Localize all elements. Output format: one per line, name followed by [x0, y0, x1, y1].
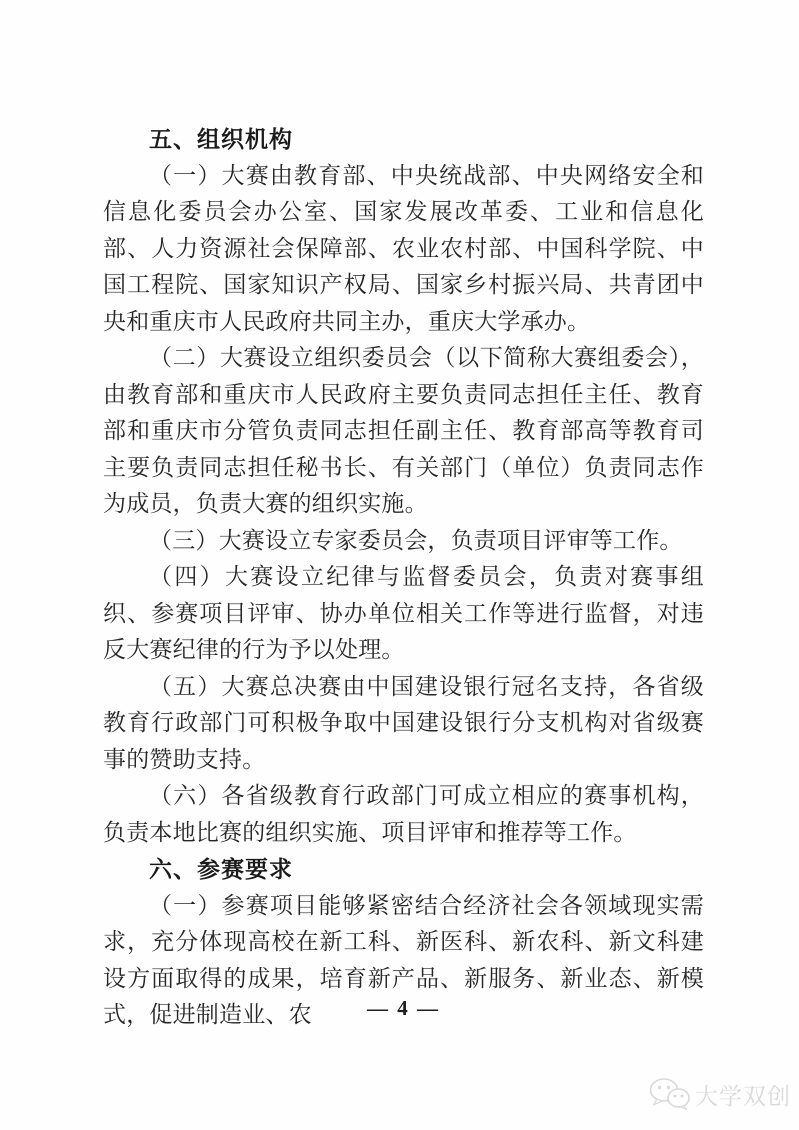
document-body — [103, 121, 704, 1034]
page-number: — 4 — — [367, 996, 440, 1020]
paragraph: （一）大赛由教育部、中央统战部、中央网络安全和信息化委员会办公室、国家发展改革委、工业和信息化部、人力资源社会保障部、农业农村部、中国科学院、中国工程院、国家知识产权局、国家乡村振兴局、共青团中央和重庆市人民政府共同主办，重庆大学承办。 — [103, 162, 704, 334]
paragraph: （一）参赛项目能够紧密结合经济社会各领域现实需求，充分体现高校在新工科、新医科、新农科、新文科建设方面取得的成果，培育新产品、新服务、新业态、新模式，促进制造业、农 — [103, 892, 704, 1027]
paragraph: （五）大赛总决赛由中国建设银行冠名支持，各省级教育行政部门可积极争取中国建设银行分支机构对省级赛事的赞助支持。 — [103, 673, 704, 772]
paragraph: （六）各省级教育行政部门可成立相应的赛事机构，负责本地比赛的组织实施、项目评审和推荐等工作。 — [103, 783, 704, 845]
section-heading-organization: 五、组织机构 — [149, 126, 293, 152]
section-heading-requirements: 六、参赛要求 — [149, 856, 293, 882]
paragraph: （三）大赛设立专家委员会，负责项目评审等工作。 — [149, 527, 683, 553]
watermark-text: 大学双创 — [695, 1082, 791, 1109]
paragraph: （二）大赛设立组织委员会（以下简称大赛组委会），由教育部和重庆市人民政府主要负责同志担任主任、教育部和重庆市分管负责同志担任副主任、教育部高等教育司主要负责同志担任秘书长、有关部门（单位）负责同志作为成员，负责大赛的组织实施。 — [103, 345, 704, 516]
paragraph: （四）大赛设立纪律与监督委员会，负责对赛事组织、参赛项目评审、协办单位相关工作等进行监督，对违反大赛纪律的行为予以处理。 — [103, 564, 704, 662]
wechat-icon — [648, 1077, 690, 1111]
watermark — [648, 1077, 791, 1111]
